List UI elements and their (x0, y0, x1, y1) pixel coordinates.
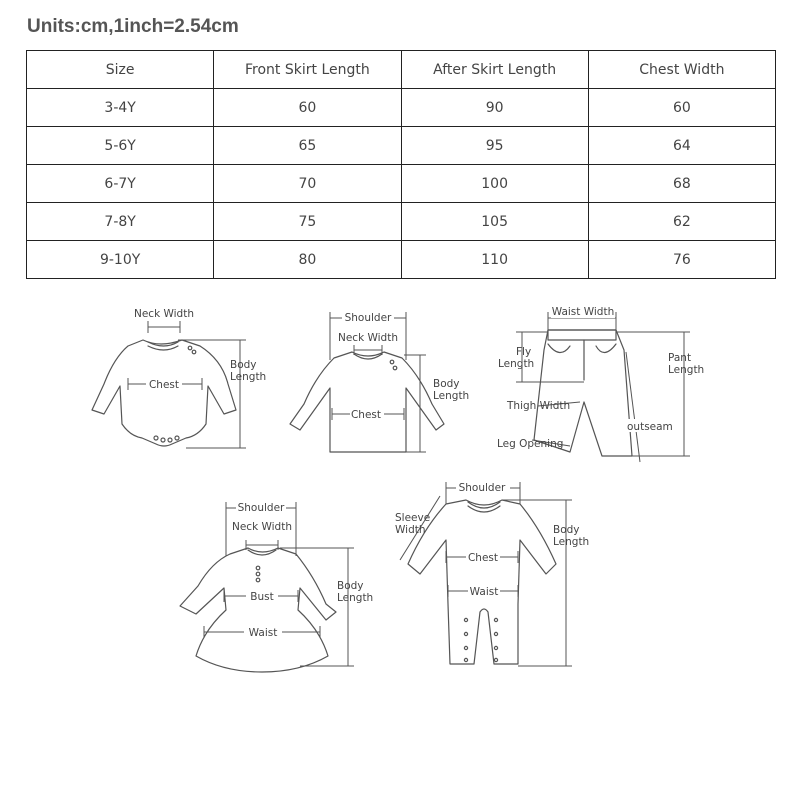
romper-body-label: Body (553, 524, 580, 536)
cell-size: 6-7Y (27, 165, 214, 203)
bodysuit-diagram (92, 308, 266, 448)
top-neck-width-label: Neck Width (337, 332, 399, 344)
header-chest-width: Chest Width (588, 51, 775, 89)
cell-after-skirt-length: 100 (401, 165, 588, 203)
cell-front-skirt-length: 70 (214, 165, 401, 203)
romper-width-label: Width (395, 524, 426, 536)
cell-after-skirt-length: 95 (401, 127, 588, 165)
cell-size: 7-8Y (27, 203, 214, 241)
romper-length-label: Length (553, 536, 590, 548)
pants-thigh-width-label: Thigh Width (507, 400, 571, 412)
romper-chest-label: Chest (467, 552, 499, 564)
cell-front-skirt-length: 80 (214, 241, 401, 279)
pants-waist-width-label: Waist Width (551, 306, 615, 318)
dress-body-label: Body (337, 580, 364, 592)
cell-chest-width: 62 (588, 203, 775, 241)
dress-neck-width-label: Neck Width (231, 521, 293, 533)
pants-fly-label: Fly (516, 346, 532, 358)
dress-bust-label: Bust (250, 591, 274, 603)
header-after-skirt-length: After Skirt Length (401, 51, 588, 89)
pants-leg-opening-label: Leg Opening (497, 438, 564, 450)
pants-waistband (548, 330, 616, 340)
top-length-label: Length (433, 390, 470, 402)
dress-waist-label: Waist (248, 627, 278, 639)
header-size: Size (27, 51, 214, 89)
top-body-label: Body (433, 378, 460, 390)
cell-front-skirt-length: 75 (214, 203, 401, 241)
cell-chest-width: 64 (588, 127, 775, 165)
cell-front-skirt-length: 65 (214, 127, 401, 165)
bodysuit-outline (92, 340, 236, 446)
bodysuit-neck-width-label: Neck Width (133, 308, 195, 320)
dress-shoulder-label: Shoulder (237, 502, 285, 514)
romper-shoulder-label: Shoulder (458, 482, 506, 494)
cell-size: 3-4Y (27, 89, 214, 127)
cell-size: 9-10Y (27, 241, 214, 279)
pants-diagram (497, 305, 704, 462)
cell-after-skirt-length: 90 (401, 89, 588, 127)
romper-sleeve-label: Sleeve (395, 512, 431, 524)
top-outline (290, 352, 444, 452)
bodysuit-chest-label: Chest (148, 379, 180, 391)
top-chest-label: Chest (350, 409, 382, 421)
cell-front-skirt-length: 60 (214, 89, 401, 127)
bodysuit-length-label: Length (230, 371, 267, 383)
top-diagram (290, 311, 469, 452)
header-front-skirt-length: Front Skirt Length (214, 51, 401, 89)
dress-diagram (180, 501, 373, 672)
cell-after-skirt-length: 110 (401, 241, 588, 279)
units-title: Units:cm,1inch=2.54cm (27, 16, 239, 37)
romper-diagram (395, 481, 589, 666)
pants-pant-label: Pant (668, 352, 692, 364)
cell-after-skirt-length: 105 (401, 203, 588, 241)
romper-outline (408, 500, 556, 664)
top-shoulder-label: Shoulder (344, 312, 392, 324)
pants-pant-length-label: Length (668, 364, 705, 376)
pants-pocket-left (548, 344, 570, 353)
cell-size: 5-6Y (27, 127, 214, 165)
cell-chest-width: 68 (588, 165, 775, 203)
pants-outseam-label: outseam (627, 421, 673, 433)
dress-length-label: Length (337, 592, 374, 604)
cell-chest-width: 60 (588, 89, 775, 127)
romper-collar-rib (468, 506, 500, 512)
bodysuit-body-label: Body (230, 359, 257, 371)
romper-waist-label: Waist (469, 586, 499, 598)
pants-pocket-right (596, 344, 616, 353)
cell-chest-width: 76 (588, 241, 775, 279)
pants-fly-length-label: Length (498, 358, 535, 370)
